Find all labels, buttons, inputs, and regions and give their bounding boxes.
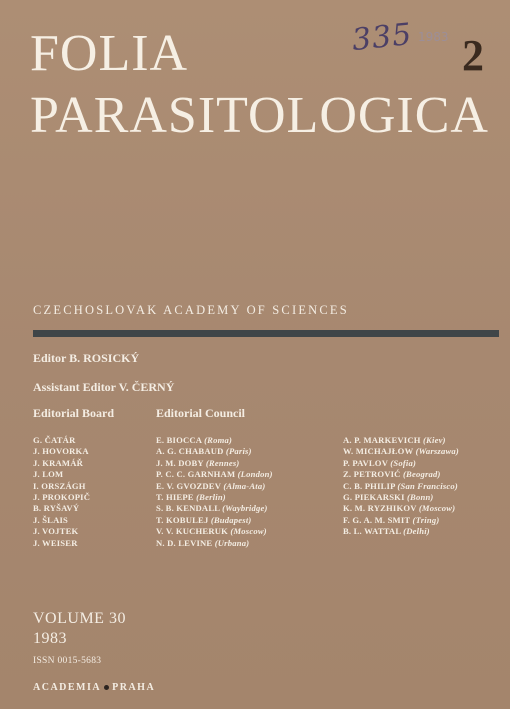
council-member-city: (Urbana)	[214, 537, 250, 548]
council-member	[156, 481, 273, 492]
editorial-board-heading: Editorial Board	[33, 406, 115, 420]
council-member-name: E. V. GVOZDEV	[156, 480, 224, 491]
council-member-name: N. D. LEVINE	[156, 537, 215, 548]
council-member	[343, 526, 459, 537]
journal-title-line1: FOLIA	[30, 25, 189, 82]
divider-rule	[33, 330, 499, 337]
council-member	[156, 538, 273, 549]
council-member-name: J. M. DOBY	[156, 457, 206, 468]
council-member	[156, 435, 273, 446]
council-member-city: (Bonn)	[406, 492, 434, 503]
editorial-board-list	[33, 435, 90, 549]
editorial-council-heading: Editorial Council	[156, 406, 246, 420]
council-member-city: (Berlin)	[196, 492, 226, 503]
council-member-city: (Sofia)	[390, 457, 417, 468]
council-member-name: T. KOBULEJ	[156, 514, 211, 525]
volume-label: VOLUME 30	[33, 610, 126, 627]
council-member	[343, 515, 459, 526]
issue-number: 2	[462, 31, 484, 80]
council-member-name: K. M. RYZHIKOV	[343, 503, 419, 514]
board-member: G. ČATÁR	[33, 435, 76, 445]
council-member-name: B. L. WATTAL	[343, 526, 404, 537]
council-member-city: (Tring)	[412, 514, 440, 525]
board-member: J. ŠLAIS	[33, 514, 69, 525]
board-member: B. RYŠAVÝ	[33, 503, 80, 514]
council-member-city: (Rennes)	[205, 457, 240, 468]
board-member: I. ORSZÁGH	[33, 480, 86, 491]
council-member	[156, 526, 273, 537]
issn-label: ISSN 0015-5683	[33, 656, 102, 666]
handwritten-note-faint: 1983	[418, 30, 449, 44]
council-member	[156, 446, 273, 457]
council-member	[343, 481, 459, 492]
council-member-name: E. BIOCCA	[156, 435, 205, 445]
council-member-name: P. PAVLOV	[343, 457, 391, 468]
council-member-name: P. C. C. GARNHAM	[156, 469, 238, 480]
board-member: J. KRAMÁŘ	[33, 457, 84, 468]
council-member	[343, 469, 459, 480]
council-member-city: (Alma-Ata)	[223, 480, 266, 491]
council-member-city: (Budapest)	[210, 514, 252, 525]
council-member	[343, 503, 459, 514]
council-member	[343, 435, 459, 446]
council-member	[156, 458, 273, 469]
council-member-name: A. G. CHABAUD	[156, 446, 226, 457]
council-member-city: (Roma)	[204, 435, 233, 445]
council-member-city: (Waybridge)	[222, 503, 268, 514]
council-member-city: (San Francisco)	[397, 480, 458, 491]
council-member-city: (Delhi)	[403, 526, 430, 537]
academy-name: CZECHOSLOVAK ACADEMY OF SCIENCES	[33, 303, 349, 317]
council-member-city: (London)	[237, 469, 273, 480]
bullet-dot-icon	[104, 685, 109, 690]
board-member: J. VOJTEK	[33, 526, 79, 537]
board-member: J. PROKOPIČ	[33, 492, 91, 503]
editorial-council-list-1	[156, 435, 273, 549]
council-member-city: (Kiev)	[423, 435, 446, 445]
publisher-city: PRAHA	[112, 682, 156, 693]
editor-line: Editor B. ROSICKÝ	[33, 351, 140, 365]
board-member: J. WEISER	[33, 537, 78, 548]
editorial-council-list-2	[343, 435, 459, 538]
board-member: J. HOVORKA	[33, 446, 89, 457]
council-member-name: C. B. PHILIP	[343, 480, 398, 491]
council-member-city: (Moscow)	[418, 503, 456, 514]
board-member: J. LOM	[33, 469, 64, 480]
council-member	[343, 458, 459, 469]
council-member-name: A. P. MARKEVICH	[343, 435, 423, 445]
council-member-name: V. V. KUCHERUK	[156, 526, 231, 537]
council-member-name: S. B. KENDALL	[156, 503, 223, 514]
council-member-name: F. G. A. M. SMIT	[343, 514, 413, 525]
council-member-name: W. MICHAJŁOW	[343, 446, 416, 457]
year-label: 1983	[33, 630, 67, 647]
council-member-city: (Moscow)	[230, 526, 267, 537]
council-member	[156, 469, 273, 480]
council-member	[156, 503, 273, 514]
publisher-name: ACADEMIA	[33, 682, 102, 693]
council-member-name: T. HIEPE	[156, 492, 197, 503]
council-member	[156, 515, 273, 526]
council-member-city: (Beograd)	[402, 469, 441, 480]
council-member-name: G. PIEKARSKI	[343, 492, 407, 503]
journal-title-line2: PARASITOLOGICA	[30, 87, 489, 144]
council-member	[343, 492, 459, 503]
council-member-city: (Warszawa)	[415, 446, 459, 457]
council-member-name: Z. PETROVIĆ	[343, 469, 403, 480]
council-member-city: (Paris)	[225, 446, 252, 457]
council-member	[343, 446, 459, 457]
assistant-editor-line: Assistant Editor V. ČERNÝ	[33, 380, 175, 394]
council-member	[156, 492, 273, 503]
handwritten-note: 335	[350, 16, 414, 59]
publisher	[33, 682, 155, 693]
